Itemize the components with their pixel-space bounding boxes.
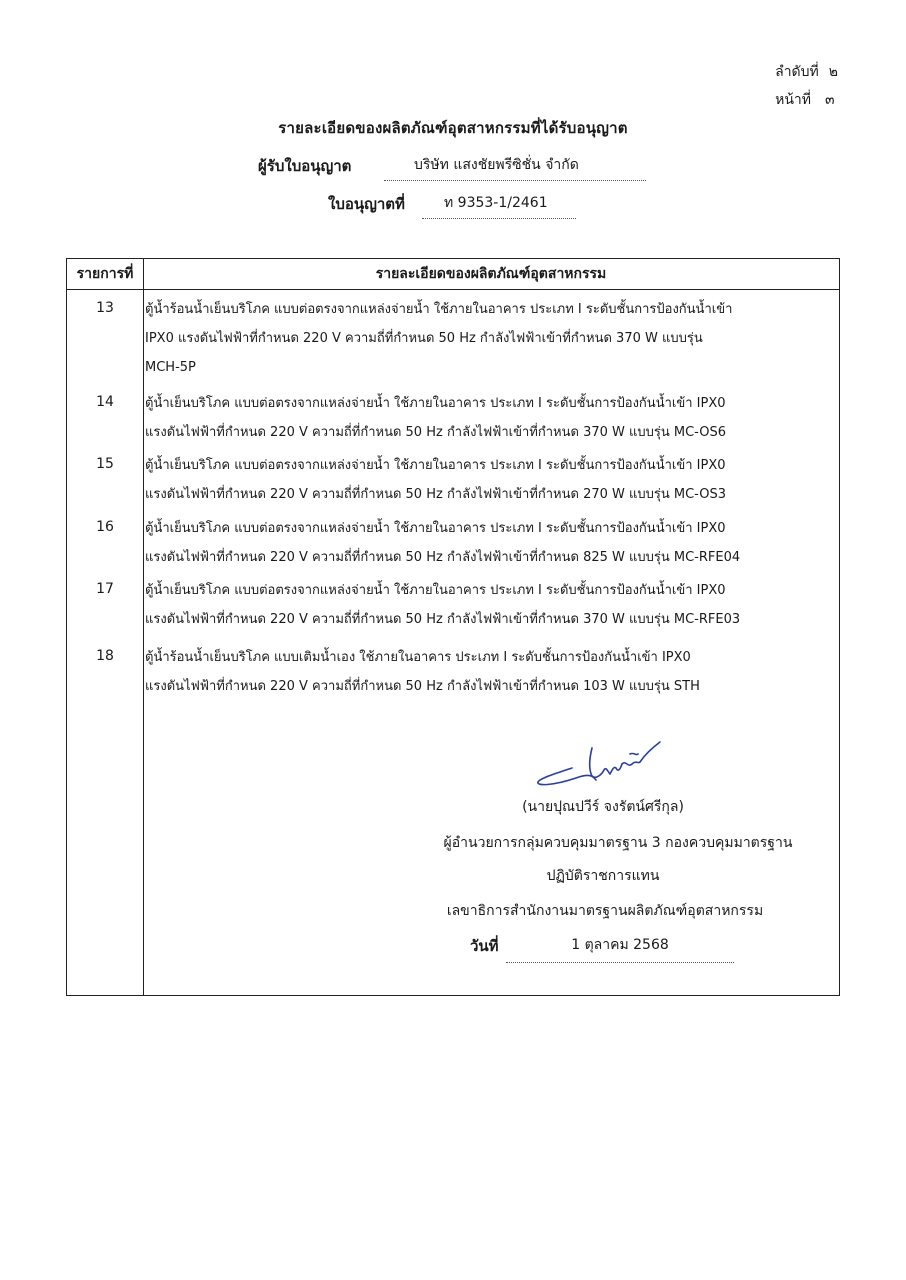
desc-line: ตู้น้ำร้อนน้ำเย็นบริโภค แบบต่อตรงจากแหล่งจ่ายน้ำ ใช้ภายในอาคาร ประเภท I ระดับชั้นการป้องกันน้ำเข้า <box>145 302 733 317</box>
table-row-no: 13 <box>96 300 114 316</box>
page-label: หน้าที่ <box>775 92 811 108</box>
license-no-line <box>328 192 548 216</box>
page-value: ๓ <box>825 92 835 108</box>
table-column-divider <box>143 259 144 995</box>
column-header-no: รายการที่ <box>76 266 134 282</box>
table-row-desc <box>145 576 835 634</box>
signature-strokes <box>538 742 660 785</box>
sequence-value: ๒ <box>828 64 838 80</box>
document-title: รายละเอียดของผลิตภัณฑ์อุตสาหกรรมที่ได้รับอนุญาต <box>278 119 628 137</box>
page-number-row <box>775 86 838 114</box>
desc-line: แรงดันไฟฟ้าที่กำหนด 220 V ความถี่ที่กำหนด 50 Hz กำลังไฟฟ้าเข้าที่กำหนด 370 W แบบรุ่น MC-OS6 <box>145 425 726 440</box>
desc-line: IPX0 แรงดันไฟฟ้าที่กำหนด 220 V ความถี่ที่กำหนด 50 Hz กำลังไฟฟ้าเข้าที่กำหนด 370 W แบบรุ่น <box>145 331 703 346</box>
licensee-label: ผู้รับใบอนุญาต <box>258 157 352 175</box>
desc-line: แรงดันไฟฟ้าที่กำหนด 220 V ความถี่ที่กำหนด 50 Hz กำลังไฟฟ้าเข้าที่กำหนด 103 W แบบรุ่น STH <box>145 679 700 694</box>
desc-line: ตู้น้ำเย็นบริโภค แบบต่อตรงจากแหล่งจ่ายน้ำ ใช้ภายในอาคาร ประเภท I ระดับชั้นการป้องกันน้ำเข้า IPX0 <box>145 396 726 411</box>
date-value: 1 ตุลาคม 2568 <box>506 934 734 963</box>
table-header-divider <box>67 289 839 290</box>
product-table <box>66 258 840 996</box>
table-row-no: 16 <box>96 519 114 535</box>
column-header-desc: รายละเอียดของผลิตภัณฑ์อุตสาหกรรม <box>375 266 607 282</box>
table-row-desc <box>145 643 835 701</box>
licensee-value: บริษัท แสงชัยพรีซิชั่น จำกัด <box>384 154 646 181</box>
desc-line: แรงดันไฟฟ้าที่กำหนด 220 V ความถี่ที่กำหนด 50 Hz กำลังไฟฟ้าเข้าที่กำหนด 270 W แบบรุ่น MC-OS3 <box>145 487 726 502</box>
table-row-desc <box>145 451 835 509</box>
signatory-office: เลขาธิการสำนักงานมาตรฐานผลิตภัณฑ์อุตสาหกรรม <box>446 903 764 919</box>
desc-line: ตู้น้ำเย็นบริโภค แบบต่อตรงจากแหล่งจ่ายน้ำ ใช้ภายในอาคาร ประเภท I ระดับชั้นการป้องกันน้ำเข้า IPX0 <box>145 521 726 536</box>
signatory-name: (นายปุณปวีร์ จงรัตน์ศรีกุล) <box>522 799 684 815</box>
table-row-desc <box>145 389 835 447</box>
date-label: วันที่ <box>470 937 499 955</box>
desc-line: แรงดันไฟฟ้าที่กำหนด 220 V ความถี่ที่กำหนด 50 Hz กำลังไฟฟ้าเข้าที่กำหนด 825 W แบบรุ่น MC-RFE04 <box>145 550 741 565</box>
sequence-label: ลำดับที่ <box>775 64 819 80</box>
table-row-no: 17 <box>96 581 114 597</box>
signatory-position: ผู้อำนวยการกลุ่มควบคุมมาตรฐาน 3 กองควบคุมมาตรฐาน <box>443 835 793 851</box>
signatory-acting-for: ปฏิบัติราชการแทน <box>546 868 660 884</box>
license-no-value: ท 9353-1/2461 <box>422 192 576 219</box>
licensee-line <box>258 154 579 178</box>
table-row-no: 15 <box>96 456 114 472</box>
sequence-row <box>775 58 838 86</box>
table-row-no: 18 <box>96 648 114 664</box>
table-row-no: 14 <box>96 394 114 410</box>
desc-line: ตู้น้ำเย็นบริโภค แบบต่อตรงจากแหล่งจ่ายน้ำ ใช้ภายในอาคาร ประเภท I ระดับชั้นการป้องกันน้ำเข้า IPX0 <box>145 458 726 473</box>
table-row-desc <box>145 295 835 382</box>
desc-line: ตู้น้ำเย็นบริโภค แบบต่อตรงจากแหล่งจ่ายน้ำ ใช้ภายในอาคาร ประเภท I ระดับชั้นการป้องกันน้ำเข้า IPX0 <box>145 583 726 598</box>
handwritten-signature <box>532 734 672 792</box>
desc-line: MCH-5P <box>145 360 196 375</box>
desc-line: แรงดันไฟฟ้าที่กำหนด 220 V ความถี่ที่กำหนด 50 Hz กำลังไฟฟ้าเข้าที่กำหนด 370 W แบบรุ่น MC-RFE03 <box>145 612 741 627</box>
table-row-desc <box>145 514 835 572</box>
desc-line: ตู้น้ำร้อนน้ำเย็นบริโภค แบบเติมน้ำเอง ใช้ภายในอาคาร ประเภท I ระดับชั้นการป้องกันน้ำเข้า IPX0 <box>145 650 691 665</box>
page-meta <box>775 58 838 114</box>
license-no-label: ใบอนุญาตที่ <box>328 195 405 213</box>
date-line <box>470 934 669 958</box>
